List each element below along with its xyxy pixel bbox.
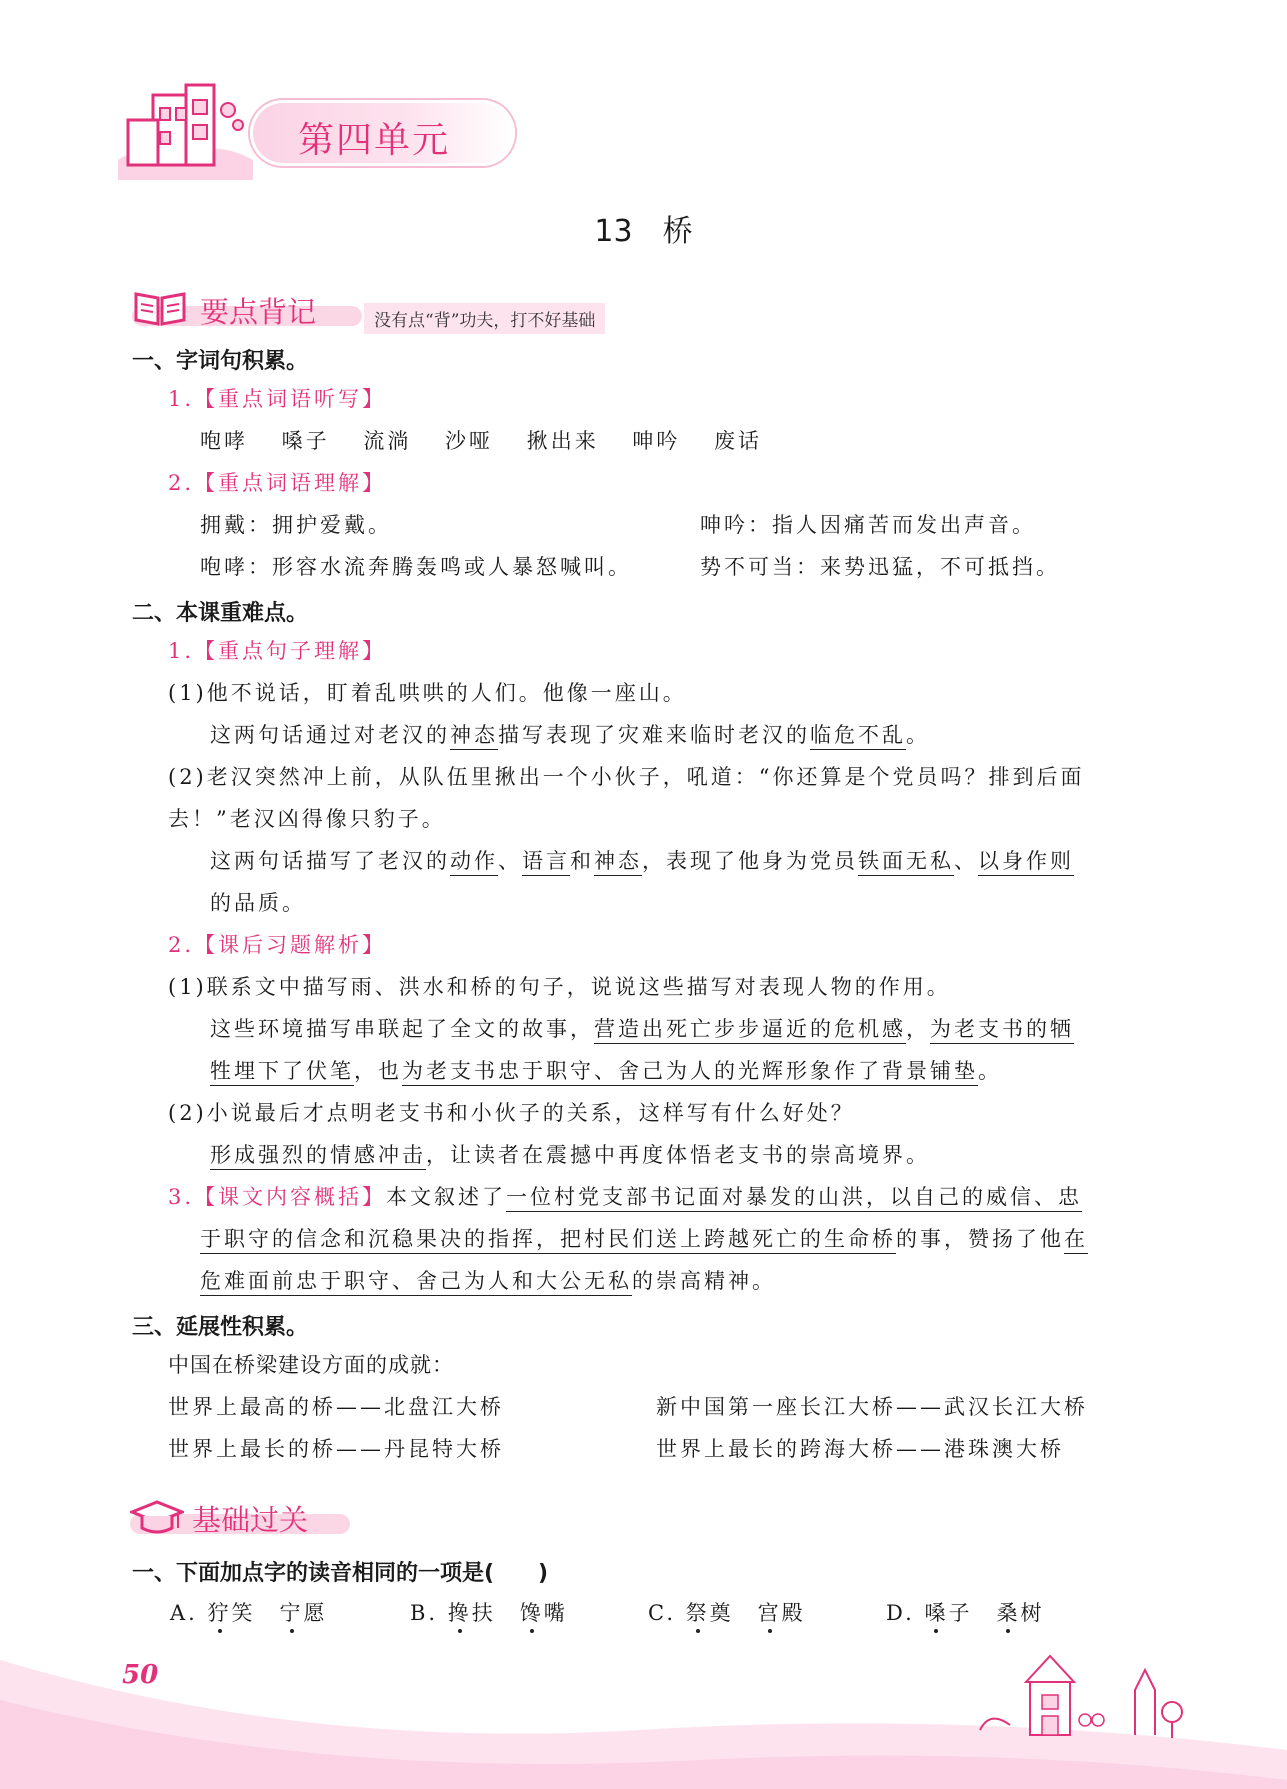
part1-heading: 一、字词句积累。 <box>132 349 309 374</box>
part3-heading: 三、延展性积累。 <box>132 1315 309 1340</box>
sentence-1-analysis: 这两句话通过对老汉的神态描写表现了灾难来临时老汉的临危不乱。 <box>210 714 930 756</box>
basic-header <box>130 1494 370 1540</box>
part2-item1-label: 1.【重点句子理解】 <box>168 639 387 663</box>
sentence-2-analysis: 这两句话描写了老汉的动作、语言和神态，表现了他身为党员铁面无私、以身作则 <box>210 840 1074 882</box>
summary-line2: 于职守的信念和沉稳果决的指挥，把村民们送上跨越死亡的生命桥的事，赞扬了他在 <box>200 1218 1088 1260</box>
definition-1: 拥戴：拥护爱戴。 <box>200 513 392 537</box>
sentence-2-line2: 去！”老汉凶得像只豹子。 <box>168 807 446 831</box>
key-points-header <box>132 286 632 332</box>
unit-title: 第四单元 <box>298 120 451 161</box>
part2-heading: 二、本课重难点。 <box>132 601 309 626</box>
key-points-label: 要点背记 <box>200 295 317 329</box>
summary-line1: 3.【课文内容概括】本文叙述了一位村党支部书记面对暴发的山洪，以自己的威信、忠 <box>168 1176 1082 1218</box>
question-1-answer-line2: 牲埋下了伏笔，也为老支书忠于职守、舍己为人的光辉形象作了背景铺垫。 <box>210 1050 1002 1092</box>
question-2: (2)小说最后才点明老支书和小伙子的关系，这样写有什么好处？ <box>168 1101 855 1125</box>
key-points-motto: 没有点“背”功夫，打不好基础 <box>364 303 605 334</box>
sentence-2-line1: (2)老汉突然冲上前，从队伍里揪出一个小伙子，吼道：“你还算是个党员吗？排到后面 <box>168 765 1085 789</box>
question-2-answer: 形成强烈的情感冲击，让读者在震撼中再度体悟老支书的崇高境界。 <box>210 1134 930 1176</box>
part1-item1-label: 1.【重点词语听写】 <box>168 387 387 411</box>
bridge-fact-3: 世界上最长的桥——丹昆特大桥 <box>168 1437 504 1461</box>
basic-label: 基础过关 <box>192 1503 309 1537</box>
part1-item2-label: 2.【重点词语理解】 <box>168 471 387 495</box>
option-d: D. 嗓子 桑树 <box>886 1601 1045 1625</box>
option-c: C. 祭奠 宫殿 <box>648 1601 806 1625</box>
part1-word-list: 咆哮 嗓子 流淌 沙哑 揪出来 呻吟 废话 <box>200 429 763 453</box>
summary-line3: 危难面前忠于职守、舍己为人和大公无私的崇高精神。 <box>200 1260 776 1302</box>
question-1-answer-line1: 这些环境描写串联起了全文的故事，营造出死亡步步逼近的危机感，为老支书的牺 <box>210 1008 1074 1050</box>
page-number: 50 <box>122 1660 159 1690</box>
exercise-question: 一、下面加点字的读音相同的一项是( ) <box>132 1561 549 1586</box>
part3-intro: 中国在桥梁建设方面的成就： <box>168 1353 454 1377</box>
definition-4: 势不可当：来势迅猛，不可抵挡。 <box>700 555 1060 579</box>
lesson-title: 13 桥 <box>594 214 693 249</box>
sentence-2-analysis-end: 的品质。 <box>210 891 306 915</box>
book-icon <box>132 288 188 328</box>
building-icon <box>108 70 258 180</box>
definition-3: 咆哮：形容水流奔腾轰鸣或人暴怒喊叫。 <box>200 555 632 579</box>
option-a: A. 狞笑 宁愿 <box>170 1601 328 1625</box>
bridge-fact-1: 世界上最高的桥——北盘江大桥 <box>168 1395 504 1419</box>
graduation-cap-icon <box>130 1498 184 1538</box>
castle-icon <box>960 1650 1190 1750</box>
bridge-fact-4: 世界上最长的跨海大桥——港珠澳大桥 <box>656 1437 1064 1461</box>
part2-item3-label: 3.【课文内容概括】 <box>168 1185 387 1209</box>
question-1: (1)联系文中描写雨、洪水和桥的句子，说说这些描写对表现人物的作用。 <box>168 975 951 999</box>
unit-banner <box>250 100 515 166</box>
option-b: B. 搀扶 馋嘴 <box>410 1601 568 1625</box>
sentence-1: (1)他不说话，盯着乱哄哄的人们。他像一座山。 <box>168 681 687 705</box>
part2-item2-label: 2.【课后习题解析】 <box>168 933 387 957</box>
bridge-fact-2: 新中国第一座长江大桥——武汉长江大桥 <box>656 1395 1088 1419</box>
definition-2: 呻吟：指人因痛苦而发出声音。 <box>700 513 1036 537</box>
